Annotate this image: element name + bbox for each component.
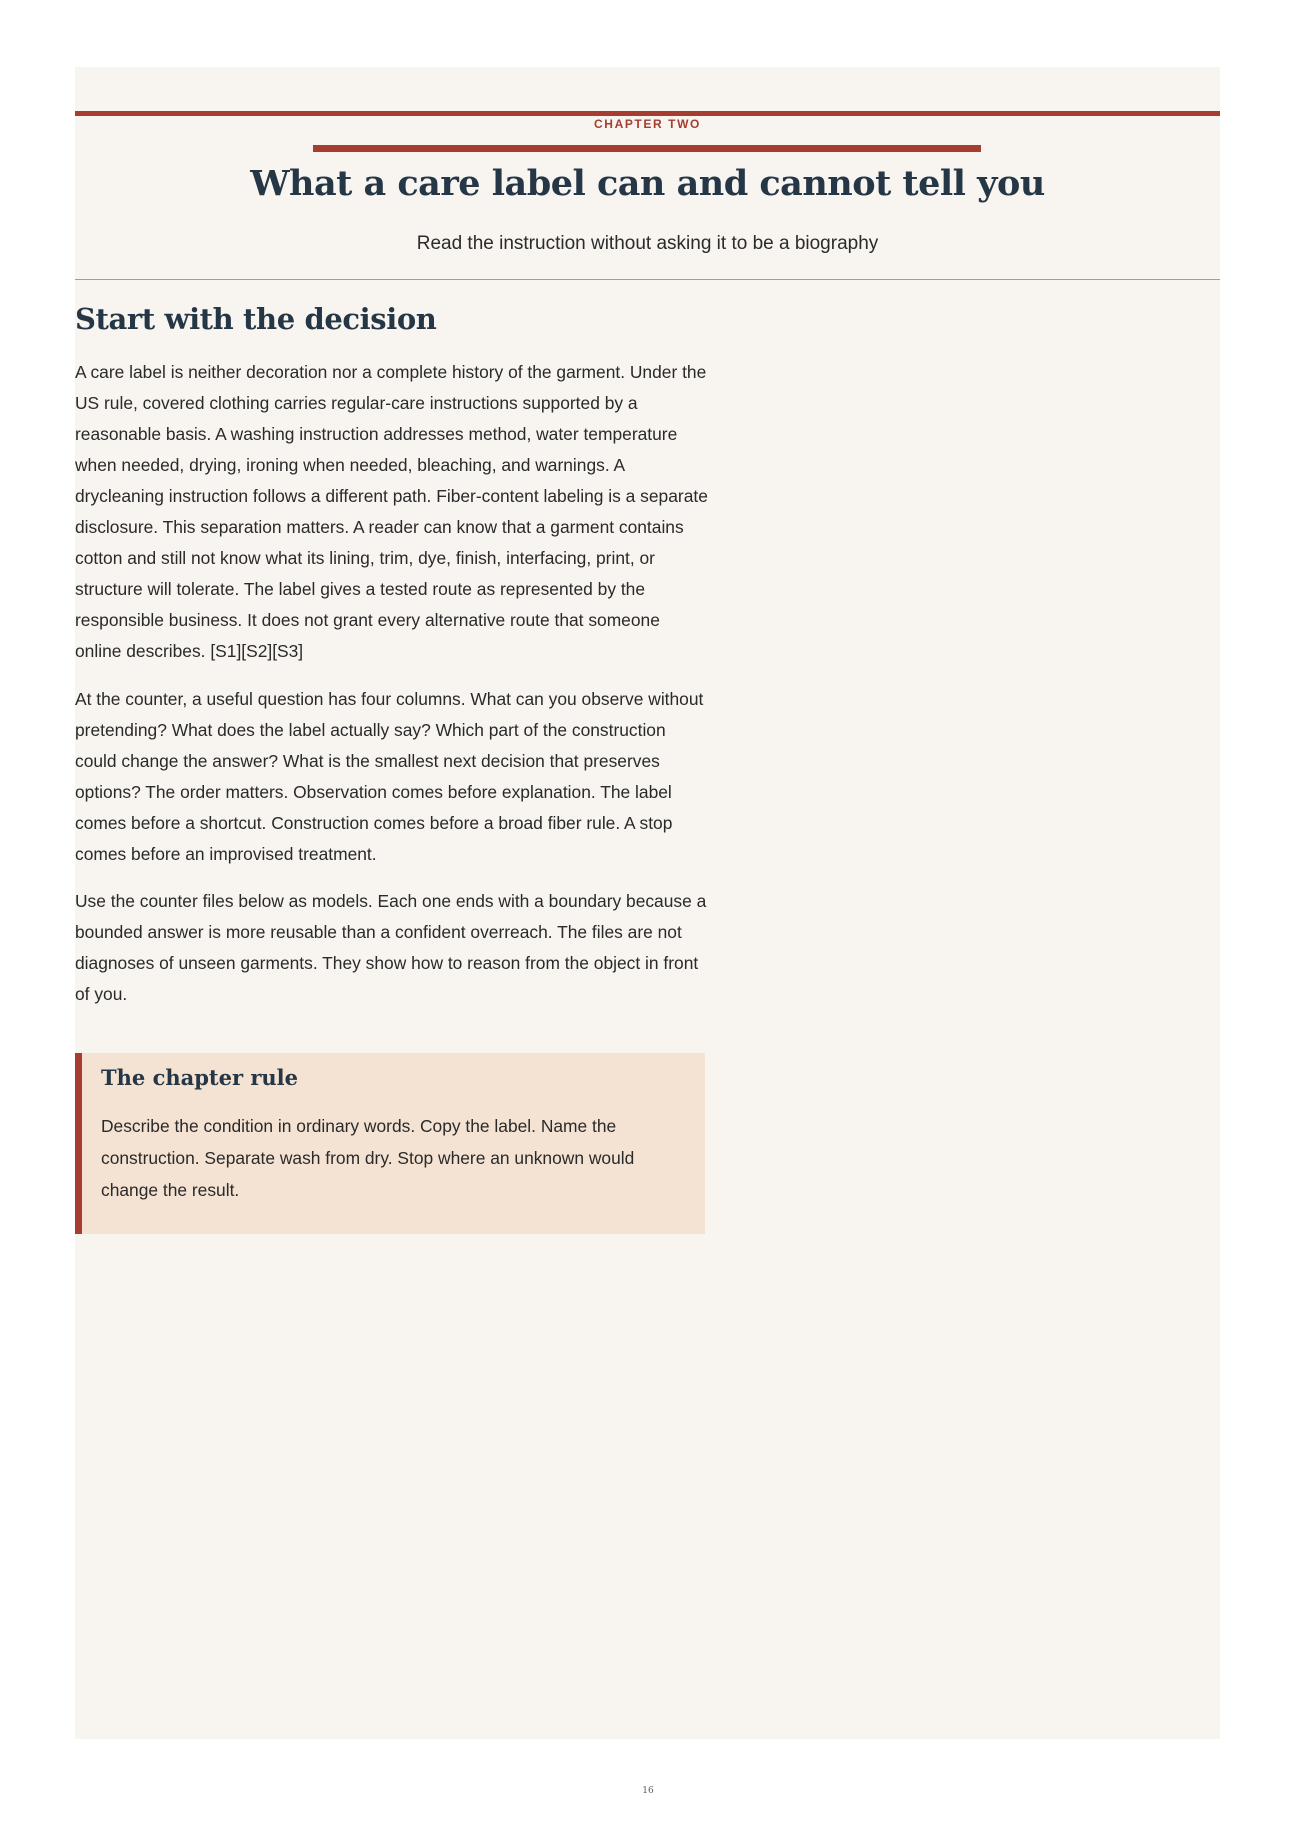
page-number: 16 bbox=[642, 1786, 654, 1796]
chapter-subtitle: Read the instruction without asking it to be a biography bbox=[416, 233, 879, 254]
callout-title: The chapter rule bbox=[101, 1065, 299, 1090]
chapter-rule-callout bbox=[75, 1053, 705, 1234]
body-paragraph-2: At the counter, a useful question has four columns. What can you observe without pretending? What does the label actually say? Which part of the construction could change the answer? What is the smallest next decision that preserves options? The order matters. Observation comes before explanation. The label comes before a shortcut. Construction comes before a broad fiber rule. A stop comes before an improvised treatment. bbox=[75, 689, 704, 864]
top-accent-rule bbox=[75, 111, 1220, 116]
chapter-title: What a care label can and cannot tell you bbox=[250, 163, 1045, 204]
body-paragraph-1: A care label is neither decoration nor a complete history of the garment. Under the US rule, covered clothing carries regular-care instructions supported by a reasonable basis. A washing instruction addresses method, water temperature when needed, drying, ironing when needed, bleaching, and warnings. A drycleaning instruction follows a different path. Fiber-content labeling is a separate disclosure. This separation matters. A reader can know that a garment contains cotton and still not know what its lining, trim, dye, finish, interfacing, print, or structure will tolerate. The label gives a tested route as represented by the responsible business. It does not grant every alternative route that someone online describes. [S1][S2][S3] bbox=[75, 362, 708, 661]
header-divider bbox=[75, 279, 1220, 280]
section-heading: Start with the decision bbox=[75, 302, 437, 336]
callout-body: Describe the condition in ordinary words. Copy the label. Name the construction. Separate wash from dry. Stop where an unknown would change the result. bbox=[101, 1116, 635, 1200]
body-paragraph-3: Use the counter files below as models. Each one ends with a boundary because a bounded answer is more reusable than a confident overreach. The files are not diagnoses of unseen garments. They show how to reason from the object in front of you. bbox=[75, 891, 707, 1004]
chapter-kicker: CHAPTER TWO bbox=[594, 117, 701, 131]
page-panel bbox=[75, 67, 1220, 1739]
title-accent-rule bbox=[313, 145, 981, 152]
